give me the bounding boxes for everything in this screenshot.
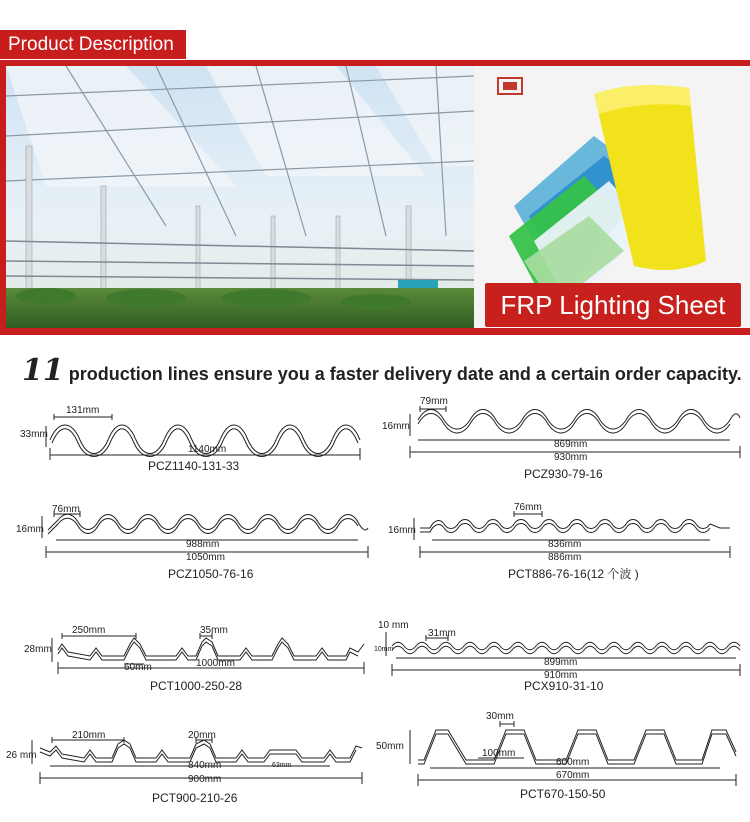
dim-label: 31mm [428, 628, 456, 639]
profile-name: PCT670-150-50 [520, 787, 606, 801]
greenhouse-photo [6, 66, 474, 328]
promo-banner: FRP Lighting Sheet [485, 283, 741, 327]
dim-label: 35mm [200, 625, 228, 636]
dim-label: 16mm [388, 525, 416, 536]
tagline [22, 353, 748, 387]
dim-label: 930mm [554, 452, 588, 463]
profile-pcz930 [410, 406, 740, 458]
dim-label: 10mm [374, 646, 394, 653]
section-tab: Product Description [0, 30, 186, 59]
dim-label: 131mm [66, 405, 100, 416]
dim-label: 30mm [486, 711, 514, 722]
dim-label: 1000mm [196, 658, 235, 669]
dim-label: 840mm [188, 760, 222, 771]
dim-label: 869mm [554, 439, 588, 450]
dim-label: 63mm [272, 762, 292, 769]
profile-name: PCT886-76-16(12 个波 ) [508, 567, 639, 581]
dim-label: 50mm [376, 741, 404, 752]
dim-label: 28mm [24, 644, 52, 655]
dim-label: 600mm [556, 757, 590, 768]
dim-label: 16mm [382, 421, 410, 432]
dim-label: 886mm [548, 552, 582, 563]
profile-drawings [0, 390, 750, 822]
dim-label: 910mm [544, 670, 578, 681]
profile-name: PCZ930-79-16 [524, 467, 603, 481]
tagline-text: production lines ensure you a faster delivery date and a certain order capacity. [68, 364, 742, 384]
dim-label: 900mm [188, 774, 222, 785]
profile-name: PCZ1140-131-33 [148, 459, 240, 473]
dim-label: 60mm [124, 662, 152, 673]
profile-name: PCX910-31-10 [524, 679, 604, 693]
profile-pct886 [414, 511, 730, 558]
tagline-number: 11 [22, 353, 64, 388]
dim-label: 670mm [556, 770, 590, 781]
dim-label: 899mm [544, 657, 578, 668]
profile-name: PCT900-210-26 [152, 791, 238, 805]
dim-label: 79mm [420, 396, 448, 407]
dim-label: 20mm [188, 730, 216, 741]
dim-label: 1140mm [188, 444, 227, 455]
profile-name: PCZ1050-76-16 [168, 567, 254, 581]
dim-label: 250mm [72, 625, 106, 636]
dim-label: 10 mm [378, 620, 409, 631]
dim-label: 76mm [514, 502, 542, 513]
dim-label: 1050mm [186, 552, 225, 563]
dim-label: 988mm [186, 539, 220, 550]
dim-label: 100mm [482, 748, 516, 759]
profile-name: PCT1000-250-28 [150, 679, 243, 693]
dim-label: 33mm [20, 429, 48, 440]
profile-pcz1050 [42, 511, 368, 558]
dim-label: 210mm [72, 730, 106, 741]
dim-label: 836mm [548, 539, 582, 550]
dim-label: 76mm [52, 504, 80, 515]
dim-label: 26 mm [6, 750, 37, 761]
dim-label: 16mm [16, 524, 44, 535]
